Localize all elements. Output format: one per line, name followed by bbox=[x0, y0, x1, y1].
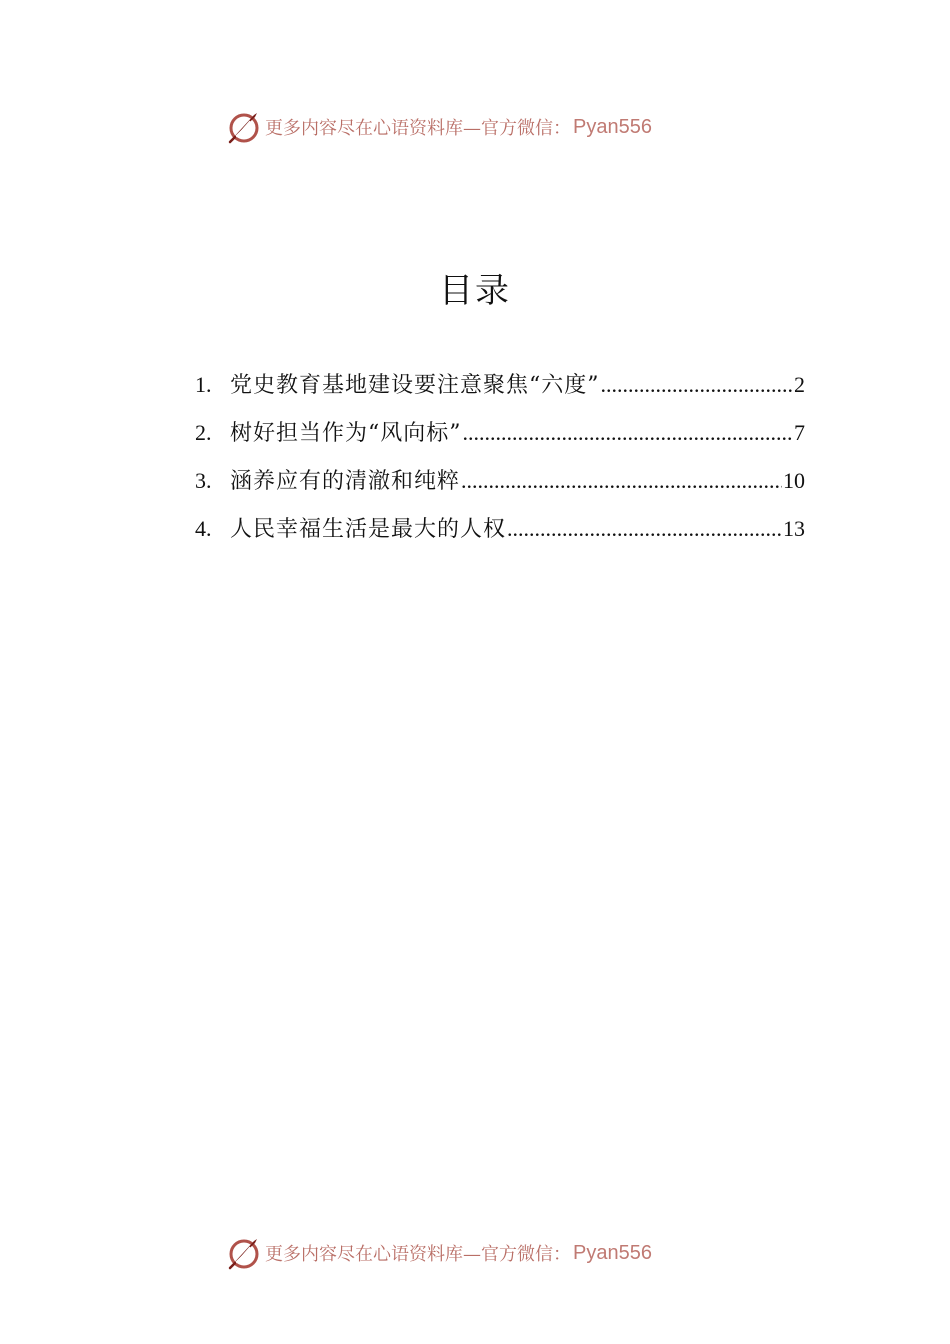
toc-entry-number: 3. bbox=[195, 468, 212, 493]
toc-entry-title[interactable]: 人民幸福生活是最大的人权 bbox=[230, 517, 507, 542]
toc-entry-number: 2. bbox=[195, 420, 212, 445]
toc-leader-dots bbox=[461, 468, 782, 494]
banner-text: 更多内容尽在心语资料库—官方微信： bbox=[265, 118, 571, 139]
toc-entry-page[interactable]: 2 bbox=[794, 372, 805, 397]
toc-entry-title[interactable]: 树好担当作为“风向标” bbox=[230, 421, 462, 446]
header-banner bbox=[226, 109, 726, 145]
wechat-handle: Pyan556 bbox=[573, 115, 652, 138]
footer-banner bbox=[226, 1235, 726, 1271]
toc-entry-number: 1. bbox=[195, 372, 212, 397]
toc-entry-page[interactable]: 7 bbox=[794, 420, 805, 445]
toc-entry[interactable] bbox=[195, 464, 805, 512]
toc-entry-title[interactable]: 党史教育基地建设要注意聚焦“六度” bbox=[230, 373, 600, 398]
toc-entry-number: 4. bbox=[195, 516, 212, 541]
toc-entry-page[interactable]: 13 bbox=[783, 516, 805, 541]
toc-entry[interactable] bbox=[195, 512, 805, 560]
toc-leader-dots bbox=[601, 372, 794, 398]
toc-entry[interactable] bbox=[195, 416, 805, 464]
page-title: 目录 bbox=[439, 270, 511, 311]
quill-pen-logo-icon bbox=[226, 1235, 262, 1271]
toc-entry-title[interactable]: 涵养应有的清澈和纯粹 bbox=[230, 469, 461, 494]
toc-entry[interactable] bbox=[195, 368, 805, 416]
quill-pen-logo-icon bbox=[226, 109, 262, 145]
wechat-handle: Pyan556 bbox=[573, 1241, 652, 1264]
toc-leader-dots bbox=[463, 420, 794, 446]
table-of-contents bbox=[195, 368, 805, 560]
banner-text: 更多内容尽在心语资料库—官方微信： bbox=[265, 1244, 571, 1265]
toc-entry-page[interactable]: 10 bbox=[783, 468, 805, 493]
toc-leader-dots bbox=[507, 516, 782, 542]
